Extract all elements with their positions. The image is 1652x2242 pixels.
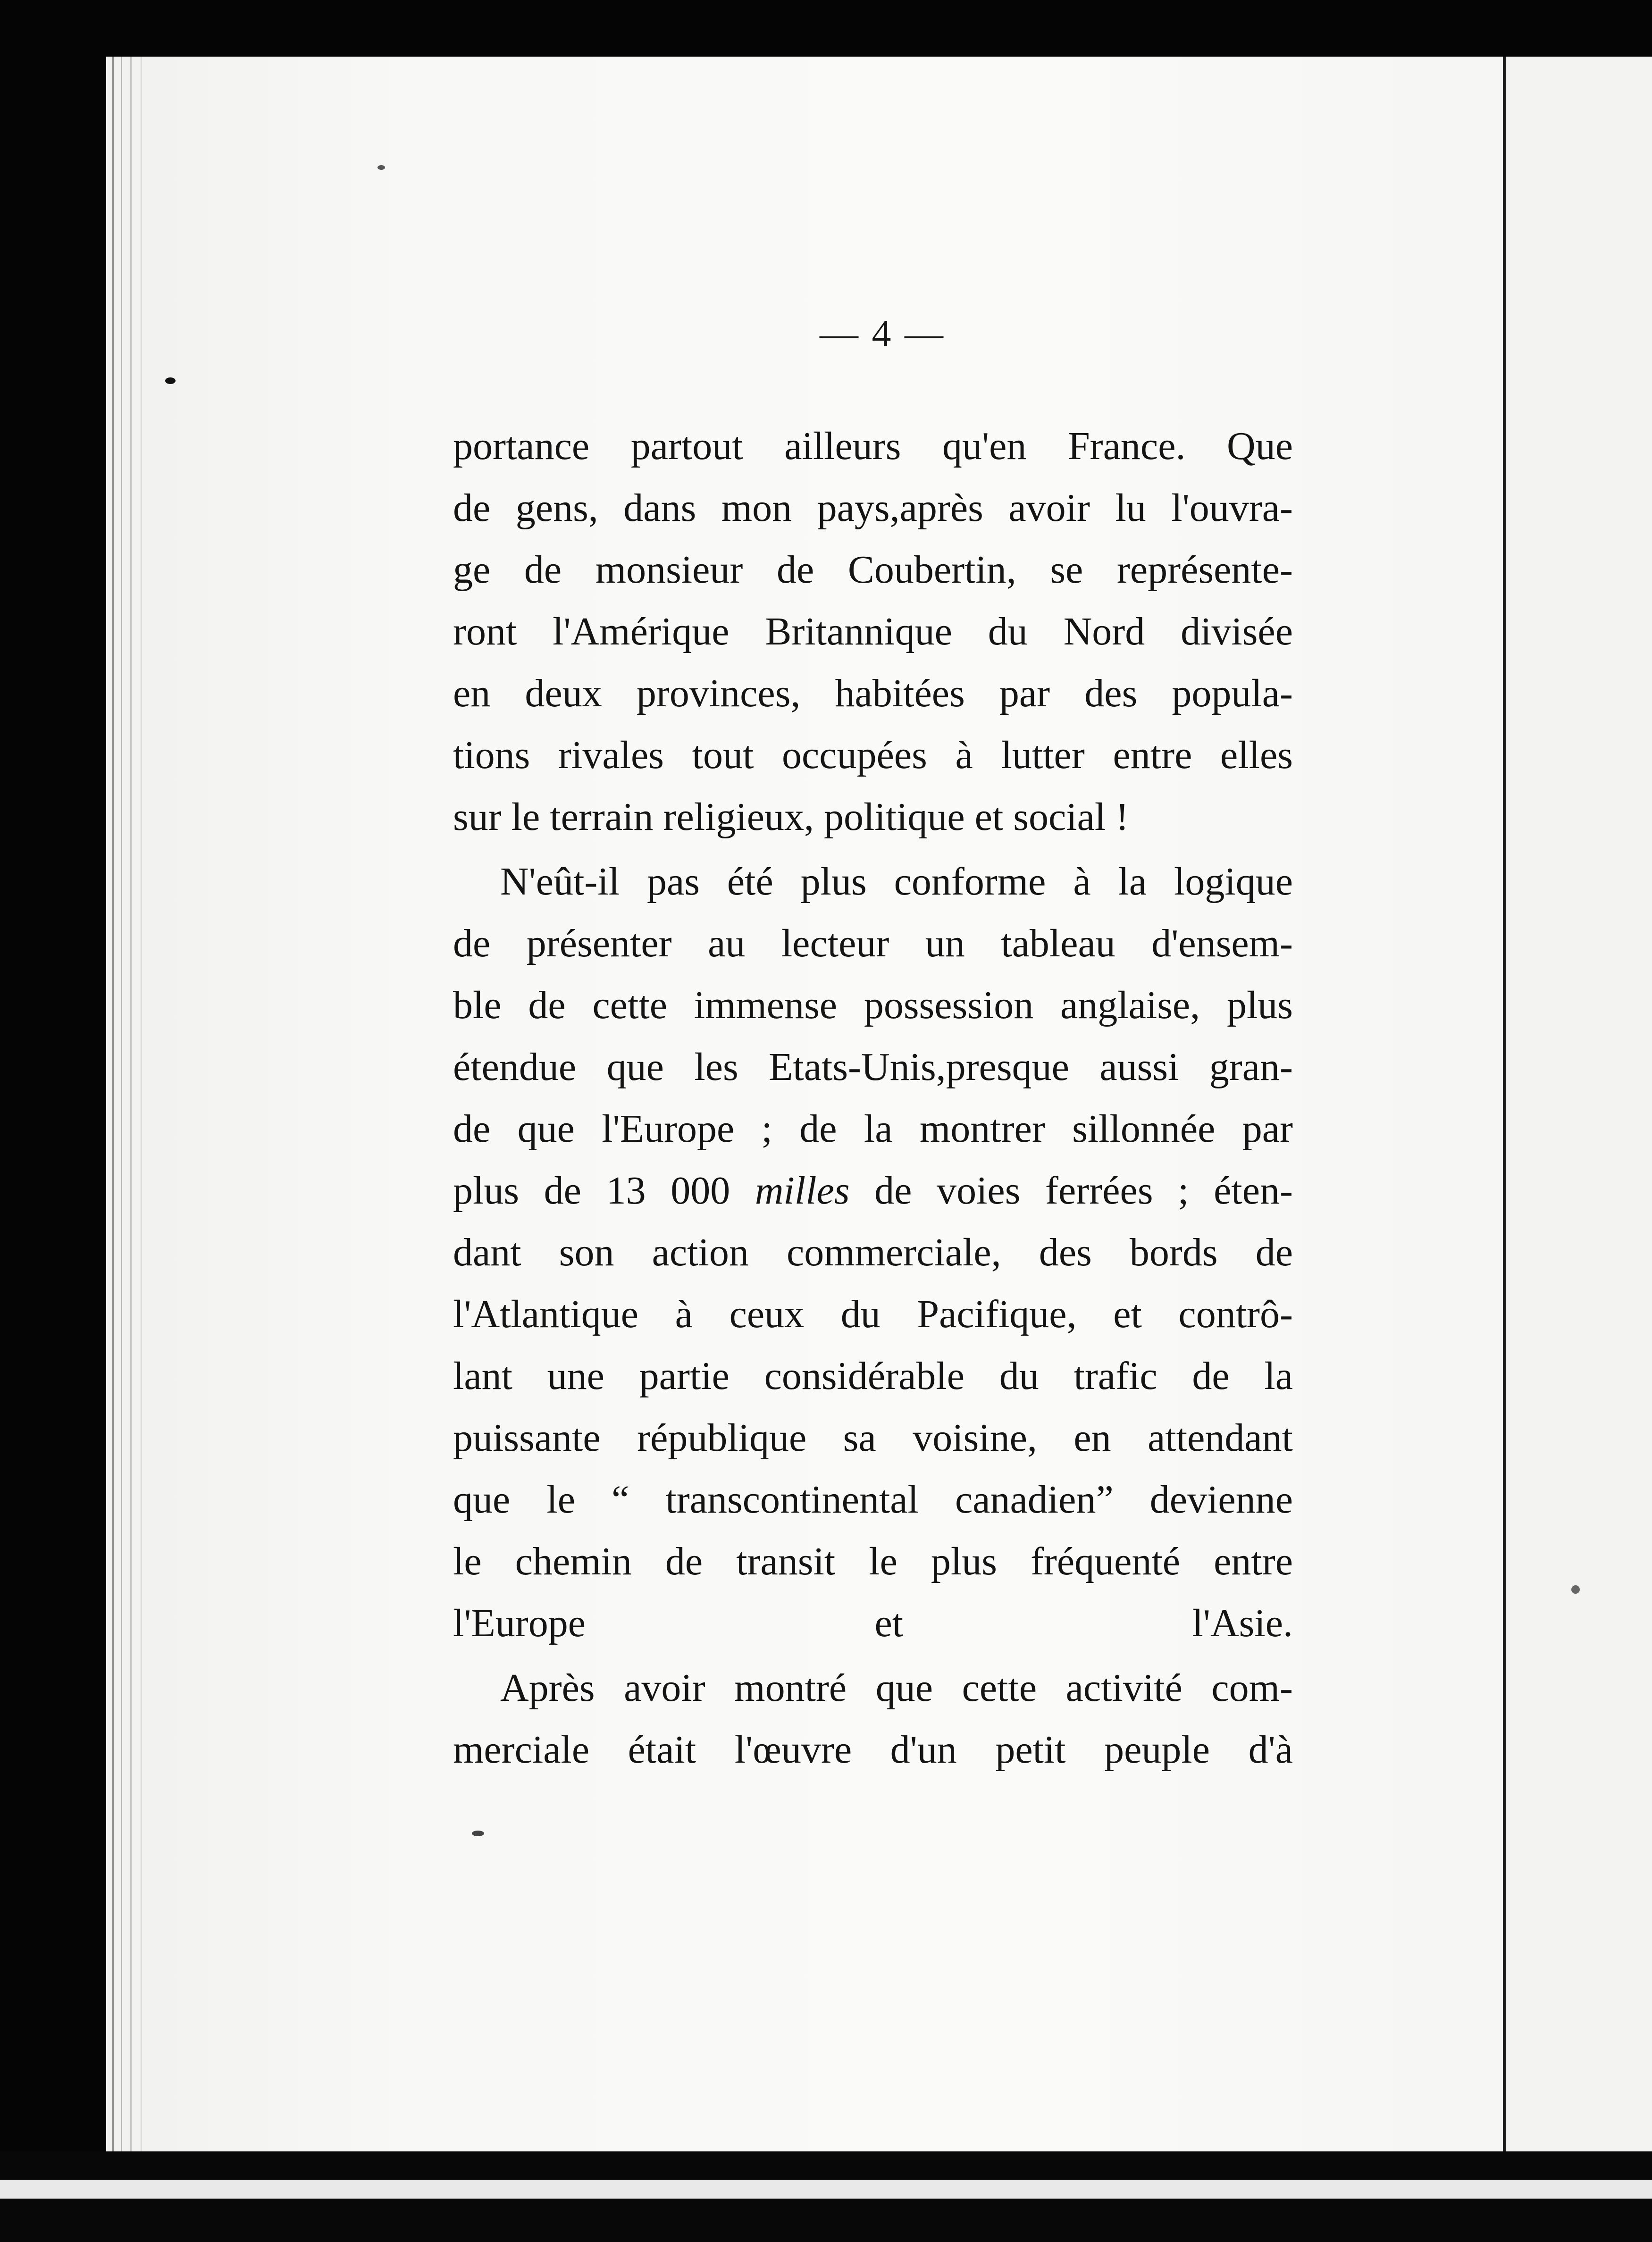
text-line: tions rivales tout occupées à lutter entre elles <box>453 733 1293 777</box>
page-edge <box>130 57 132 2166</box>
text-line: N'eût-il pas été plus conforme à la logique <box>500 860 1293 903</box>
text-line: Après avoir montré que cette activité com- <box>500 1666 1293 1710</box>
text-line: merciale était l'œuvre d'un petit peuple d'à <box>453 1728 1293 1772</box>
text-line: étendue que les Etats-Unis,presque aussi gran- <box>453 1045 1293 1089</box>
text-line: puissante république sa voisine, en attendant <box>453 1416 1293 1460</box>
text-line: sur le terrain religieux, politique et social ! <box>453 795 1129 839</box>
italic-word: milles <box>755 1169 850 1213</box>
text-line: ront l'Amérique Britannique du Nord divisée <box>453 610 1293 653</box>
dust-speck <box>1571 1585 1580 1594</box>
paragraph-1 <box>453 415 1293 848</box>
dust-speck <box>472 1831 484 1836</box>
text-line: plus de 13 000 milles de voies ferrées ; éten- <box>453 1169 1293 1213</box>
page-number: — 4 — <box>820 312 945 355</box>
paragraph-3 <box>453 1657 1293 1781</box>
text-line: l'Atlantique à ceux du Pacifique, et contrô- <box>453 1292 1293 1336</box>
text-line: en deux provinces, habitées par des popula- <box>453 671 1293 715</box>
text-line: de présenter au lecteur un tableau d'ensem- <box>453 921 1293 965</box>
adjacent-page <box>1506 57 1652 2166</box>
text-line: ge de monsieur de Coubertin, se représente- <box>453 548 1293 592</box>
scan-bottom-band <box>0 2151 1652 2242</box>
page-edge <box>112 57 114 2166</box>
film-strip <box>0 2180 1652 2199</box>
text-line: que le “ transcontinental canadien” devienne <box>453 1478 1293 1522</box>
text-line: portance partout ailleurs qu'en France. Que <box>453 424 1293 468</box>
text-line: lant une partie considérable du trafic de la <box>453 1354 1293 1398</box>
text-line: de que l'Europe ; de la montrer sillonnée par <box>453 1107 1293 1151</box>
text-line: le chemin de transit le plus fréquenté entre <box>453 1539 1293 1583</box>
text-line: l'Europe et l'Asie. <box>453 1601 1293 1645</box>
page-edge <box>141 57 142 2166</box>
text-line: de gens, dans mon pays,après avoir lu l'ouvra- <box>453 486 1293 530</box>
paragraph-2 <box>453 851 1293 1654</box>
text-line: ble de cette immense possession anglaise, plus <box>453 983 1293 1027</box>
page-edge <box>121 57 122 2166</box>
dust-speck <box>377 165 385 170</box>
text-line: dant son action commerciale, des bords de <box>453 1230 1293 1274</box>
body-text <box>453 415 1293 1781</box>
dust-speck <box>165 377 176 384</box>
